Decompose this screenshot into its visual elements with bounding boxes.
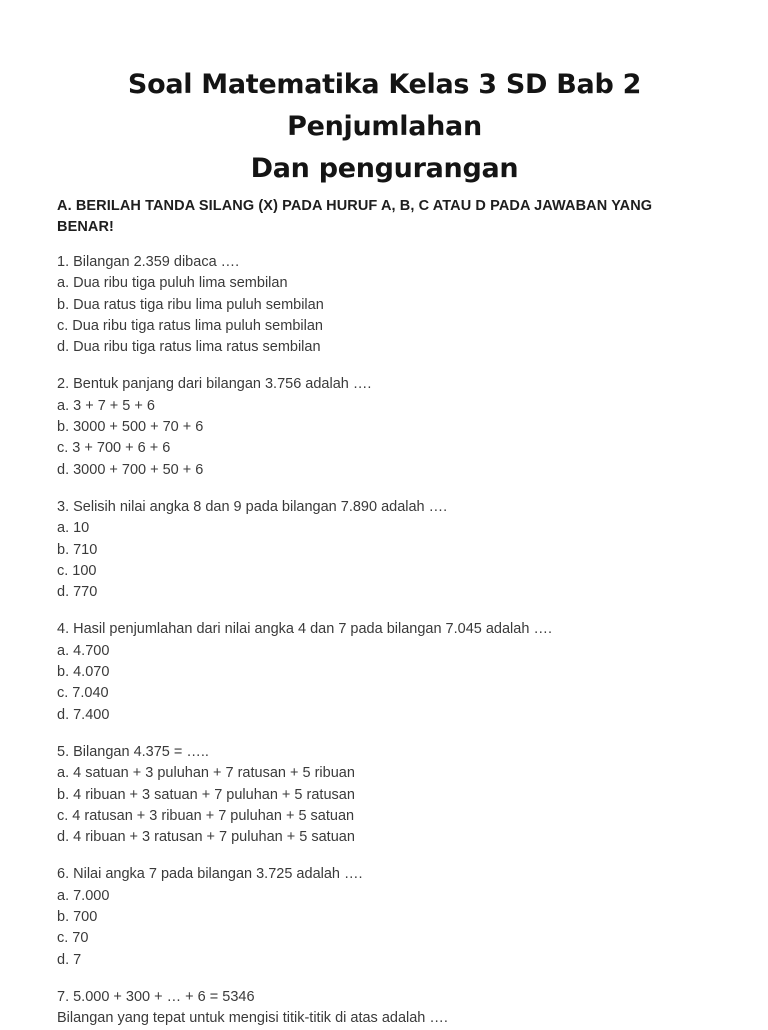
answer-option-d: d. 3000 + 700 + 50 + 6 [57, 461, 204, 478]
answer-option-a: a. 3 + 7 + 5 + 6 [57, 397, 155, 414]
answer-option-c: c. 3 + 700 + 6 + 6 [57, 440, 171, 457]
document-title [57, 64, 712, 190]
question-5 [57, 726, 712, 848]
question-instruction-text: Bilangan yang tepat untuk mengisi titik-titik di atas adalah …. [57, 1010, 448, 1027]
question-list [57, 238, 712, 1030]
question-prompt: 5. Bilangan 4.375 = ….. [57, 743, 209, 760]
answer-option-d: d. 7.400 [57, 706, 110, 723]
answer-option-a: a. 7.000 [57, 887, 110, 904]
question-4 [57, 603, 712, 725]
answer-option-b: b. 710 [57, 541, 98, 558]
answer-option-b: b. 4 ribuan + 3 satuan + 7 puluhan + 5 ratusan [57, 786, 355, 803]
answer-option-b: b. 3000 + 500 + 70 + 6 [57, 419, 204, 436]
answer-option-c: c. 7.040 [57, 685, 109, 702]
answer-option-d: d. 7 [57, 951, 82, 968]
answer-option-d: d. 4 ribuan + 3 ratusan + 7 puluhan + 5 satuan [57, 829, 355, 846]
question-prompt: 4. Hasil penjumlahan dari nilai angka 4 dan 7 pada bilangan 7.045 adalah …. [57, 621, 552, 638]
answer-option-d: d. Dua ribu tiga ratus lima ratus sembilan [57, 339, 321, 356]
question-prompt: 1. Bilangan 2.359 dibaca …. [57, 254, 240, 270]
title-line-2: Dan pengurangan [250, 153, 519, 184]
answer-option-c: c. 4 ratusan + 3 ribuan + 7 puluhan + 5 satuan [57, 807, 355, 824]
title-line-1: Soal Matematika Kelas 3 SD Bab 2 Penjumlahan [127, 69, 642, 142]
question-3 [57, 481, 712, 603]
question-prompt: 6. Nilai angka 7 pada bilangan 3.725 adalah …. [57, 866, 363, 883]
answer-option-a: a. Dua ribu tiga puluh lima sembilan [57, 275, 288, 292]
question-prompt: 3. Selisih nilai angka 8 dan 9 pada bilangan 7.890 adalah …. [57, 498, 448, 515]
answer-option-a: a. 10 [57, 520, 90, 537]
answer-option-c: c. 70 [57, 930, 89, 947]
answer-option-c: c. 100 [57, 562, 97, 579]
answer-option-a: a. 4 satuan + 3 puluhan + 7 ratusan + 5 ribuan [57, 765, 355, 782]
question-1 [57, 238, 712, 358]
answer-option-a: a. 4.700 [57, 642, 110, 659]
answer-option-c: c. Dua ribu tiga ratus lima puluh sembilan [57, 317, 323, 334]
question-6 [57, 848, 712, 970]
answer-option-b: b. 4.070 [57, 664, 110, 681]
answer-option-b: b. Dua ratus tiga ribu lima puluh sembilan [57, 296, 324, 313]
question-prompt: 2. Bentuk panjang dari bilangan 3.756 adalah …. [57, 376, 372, 393]
answer-option-b: b. 700 [57, 909, 98, 926]
section-instruction: A. BERILAH TANDA SILANG (X) PADA HURUF A, B, C ATAU D PADA JAWABAN YANG BENAR! [57, 198, 653, 235]
question-7 [57, 971, 712, 1030]
question-2 [57, 358, 712, 480]
answer-option-d: d. 770 [57, 584, 98, 601]
question-prompt: 7. 5.000 + 300 + … + 6 = 5346 [57, 988, 255, 1005]
